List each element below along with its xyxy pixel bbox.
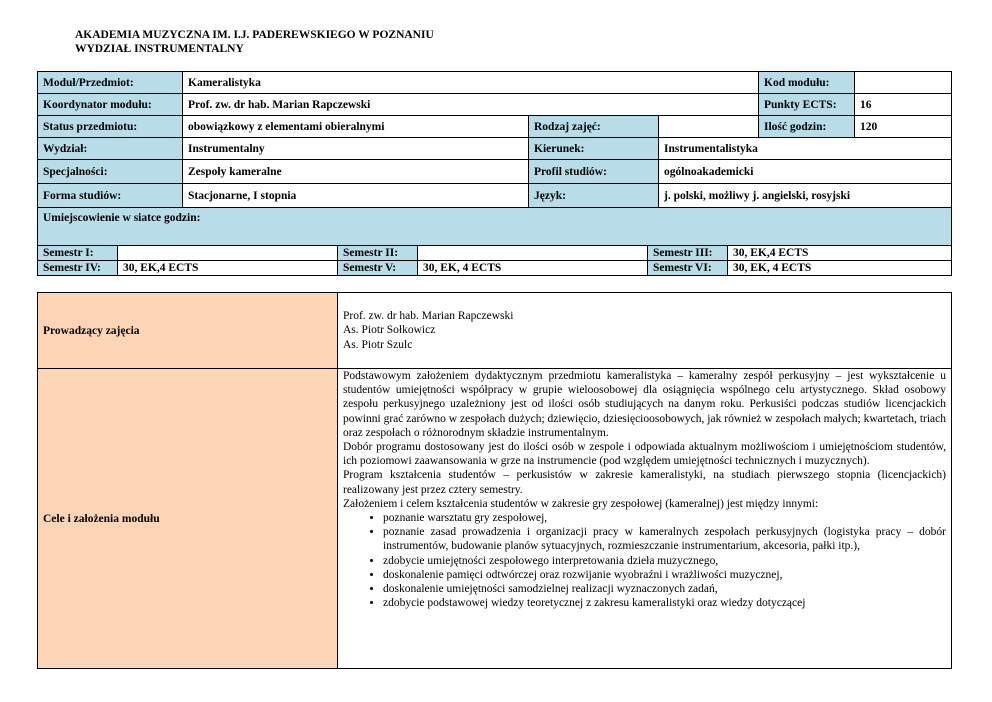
semester-table (37, 245, 952, 276)
kierunek-label: Kierunek: (529, 138, 659, 160)
status-label: Status przedmiotu: (38, 116, 183, 138)
cele-paragraph-2: Dobór programu dostosowany jest do ilości osób w zespole i odpowiada aktualnym możliwościom i umiejętnościom studentów, ich poziomowi zaawansowania w grze na instrumencie (pod względem umiejętności technicznych i muzycznych). (343, 441, 946, 468)
ects-label: Punkty ECTS: (759, 94, 855, 116)
prowadzacy-line-1: Prof. zw. dr hab. Marian Rapczewski (343, 310, 514, 323)
cele-value (338, 369, 952, 669)
semestr-1-label: Semestr I: (38, 246, 118, 261)
jezyk-label: Język: (529, 184, 659, 208)
umiejscowienie-label: Umiejscowienie w siatce godzin: (38, 208, 952, 246)
specjalnosci-value: Zespoły kameralne (183, 160, 529, 184)
status-value: obowiązkowy z elementami obieralnymi (183, 116, 529, 138)
rodzaj-label: Rodzaj zajęć: (529, 116, 659, 138)
module-description-table (37, 292, 952, 669)
cele-bullet-4: • doskonalenie pamięci odtwórczej oraz rozwijanie wyobraźni i wrażliwości muzycznej, (383, 568, 946, 582)
document-header (75, 28, 434, 56)
semestr-1-value (118, 246, 338, 261)
prowadzacy-line-2: As. Piotr Sołkowicz (343, 324, 436, 337)
cele-bullet-3: • zdobycie umiejętności zespołowego interpretowania dzieła muzycznego, (383, 554, 946, 568)
kod-value (855, 72, 952, 94)
semestr-4-label: Semestr IV: (38, 261, 118, 276)
rodzaj-value (659, 116, 759, 138)
specjalnosci-label: Specjalności: (38, 160, 183, 184)
jezyk-value: j. polski, możliwy j. angielski, rosyjski (659, 184, 952, 208)
cele-bullet-2: • poznanie zasad prowadzenia i organizacji pracy w kameralnych zespołach perkusyjnych (logistyka pracy – dobór instrumentów, budowanie planów sytuacyjnych, rozmieszczanie instrumentarium, akcesoria, pałki itp.), (383, 525, 946, 553)
cele-bullet-5: • doskonalenie umiejętności samodzielnej realizacji wyznaczonych zadań, (383, 582, 946, 596)
module-info-table (37, 71, 952, 246)
profil-label: Profil studiów: (529, 160, 659, 184)
kod-label: Kod modułu: (759, 72, 855, 94)
semestr-6-label: Semestr VI: (648, 261, 728, 276)
koordynator-label: Koordynator modułu: (38, 94, 183, 116)
cele-paragraph-3: Program kształcenia studentów – perkusistów w zakresie kameralistyki, na studiach pierwszego stopnia (licencjackich) realizowany jest przez cztery semestry. (343, 469, 946, 496)
semestr-3-label: Semestr III: (648, 246, 728, 261)
semestr-2-label: Semestr II: (338, 246, 418, 261)
cele-label: Cele i założenia modułu (38, 369, 338, 669)
prowadzacy-line-3: As. Piotr Szulc (343, 338, 413, 351)
faculty-name: WYDZIAŁ INSTRUMENTALNY (75, 43, 244, 55)
godzin-value: 120 (855, 116, 952, 138)
cele-bullet-list (343, 511, 946, 610)
wydzial-value: Instrumentalny (183, 138, 529, 160)
forma-value: Stacjonarne, I stopnia (183, 184, 529, 208)
cele-bullet-1: • poznanie warsztatu gry zespołowej, (383, 511, 946, 525)
semestr-3-value: 30, EK,4 ECTS (728, 246, 952, 261)
semestr-5-value: 30, EK, 4 ECTS (418, 261, 648, 276)
semestr-6-value: 30, EK, 4 ECTS (728, 261, 952, 276)
ects-value: 16 (855, 94, 952, 116)
cele-paragraph-1: Podstawowym założeniem dydaktycznym przedmiotu kameralistyka – kameralny zespół perkusyjny – jest wykształcenie u studentów umiejętności współpracy w grupie wieloosobowej dla osiągnięcia wspólnego celu artystycznego. Skład osobowy zespołu perkusyjnego uzależniony jest od ilości osób studiujących na danym roku. Perkusiści podczas studiów licencjackich powinni grać zarówno w zespołach dużych; dziewięcio, dziesięcioosobowych, jak również w zespołach małych; kwartetach, triach oraz zespołach o różnorodnym składzie instrumentalnym. (343, 370, 946, 439)
kierunek-value: Instrumentalistyka (659, 138, 952, 160)
profil-value: ogólnoakademicki (659, 160, 952, 184)
modul-value: Kameralistyka (183, 72, 759, 94)
prowadzacy-label: Prowadzący zajęcia (38, 293, 338, 369)
modul-label: Moduł/Przedmiot: (38, 72, 183, 94)
semestr-2-value (418, 246, 648, 261)
cele-paragraph-4: Założeniem i celem kształcenia studentów w zakresie gry zespołowej (kameralnej) jest między innymi: (343, 497, 819, 510)
semestr-5-label: Semestr V: (338, 261, 418, 276)
cele-bullet-6: • zdobycie podstawowej wiedzy teoretycznej z zakresu kameralistyki oraz wiedzy dotyczącej (383, 596, 946, 610)
academy-name: AKADEMIA MUZYCZNA IM. I.J. PADEREWSKIEGO W POZNANIU (75, 29, 434, 41)
semestr-4-value: 30, EK,4 ECTS (118, 261, 338, 276)
prowadzacy-value (338, 293, 952, 369)
koordynator-value: Prof. zw. dr hab. Marian Rapczewski (183, 94, 759, 116)
godzin-label: Ilość godzin: (759, 116, 855, 138)
wydzial-label: Wydział: (38, 138, 183, 160)
forma-label: Forma studiów: (38, 184, 183, 208)
